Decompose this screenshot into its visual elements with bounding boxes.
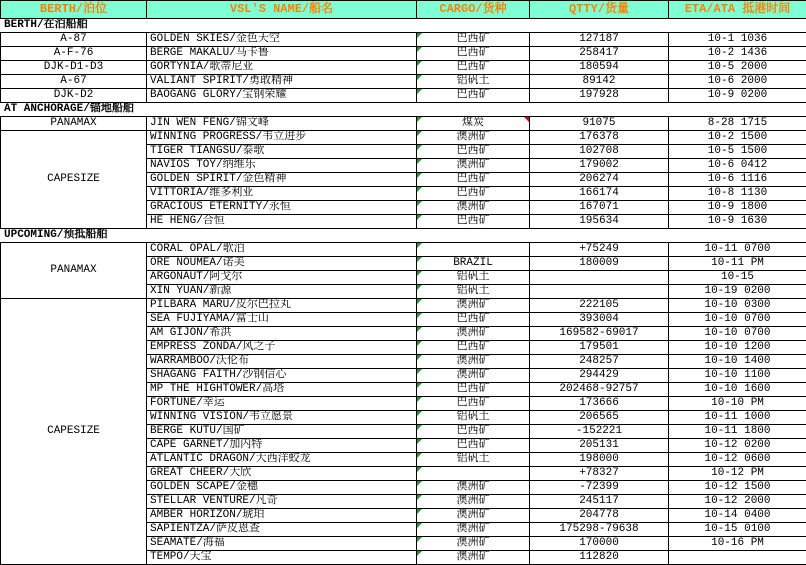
cargo-cell[interactable] [417,467,530,481]
header-eta: ETA/ATA 抵港时间 [669,1,806,19]
cargo-cell[interactable]: 铝矾土 [417,453,530,467]
quantity-cell[interactable]: 112820 [530,551,669,565]
eta-cell[interactable]: 10-12 1500 [669,481,806,495]
cargo-cell[interactable]: 澳洲矿 [417,495,530,509]
vessel-name-cell[interactable]: SHAGANG FAITH/沙钢信心 [147,369,417,383]
cargo-cell[interactable]: 澳洲矿 [417,131,530,145]
eta-cell[interactable]: 10-15 0100 [669,523,806,537]
vessel-name-cell[interactable]: GORTYNIA/歌蒂尼亚 [147,61,417,75]
quantity-cell[interactable]: 102708 [530,145,669,159]
table-row [1,47,806,61]
cargo-cell[interactable]: 巴西矿 [417,47,530,61]
eta-cell[interactable]: 10-15 [669,271,806,285]
eta-cell[interactable]: 10-10 1400 [669,355,806,369]
vessel-name-cell[interactable]: ORE NOUMEA/诺美 [147,257,417,271]
header-vessel-name: VSL'S NAME/船名 [147,1,417,19]
eta-cell[interactable]: 10-10 0700 [669,313,806,327]
header-quantity: QTTY/货量 [530,1,669,19]
quantity-cell[interactable]: 202468-92757 [530,383,669,397]
cargo-cell[interactable]: 铝矾土 [417,411,530,425]
quantity-cell[interactable]: 222105 [530,299,669,313]
cargo-cell[interactable]: 澳洲矿 [417,509,530,523]
eta-cell[interactable]: 10-6 0412 [669,159,806,173]
eta-cell[interactable]: 10-10 0700 [669,327,806,341]
vessel-name-cell[interactable]: GRACIOUS ETERNITY/永恒 [147,201,417,215]
quantity-cell[interactable]: 166174 [530,187,669,201]
cargo-cell[interactable]: 巴西矿 [417,313,530,327]
header-cargo: CARGO/货种 [417,1,530,19]
vessel-name-cell[interactable]: BERGE KUTU/国矿 [147,425,417,439]
table-row [1,299,806,313]
table-row [1,131,806,145]
vessel-name-cell[interactable]: JIN WEN FENG/锦文峰 [147,117,417,131]
quantity-cell[interactable]: -152221 [530,425,669,439]
quantity-cell[interactable]: 206274 [530,173,669,187]
eta-cell[interactable]: 10-6 1116 [669,173,806,187]
quantity-cell[interactable]: 206565 [530,411,669,425]
quantity-cell[interactable]: 127187 [530,33,669,47]
quantity-cell[interactable]: 180009 [530,257,669,271]
cargo-cell[interactable]: 铝矾土 [417,285,530,299]
vessel-name-cell[interactable]: WINNING VISION/韦立愿景 [147,411,417,425]
eta-cell[interactable]: 10-11 1000 [669,411,806,425]
eta-cell[interactable]: 10-9 1800 [669,201,806,215]
vessel-name-cell[interactable]: STELLAR VENTURE/凡奇 [147,495,417,509]
cargo-cell[interactable]: 澳洲矿 [417,523,530,537]
quantity-cell[interactable]: 248257 [530,355,669,369]
quantity-cell[interactable]: +75249 [530,243,669,257]
cargo-cell[interactable]: BRAZIL [417,257,530,271]
section-berth [1,19,806,33]
vessel-name-cell[interactable]: SEA FUJIYAMA/富士山 [147,313,417,327]
vessel-name-cell[interactable]: GOLDEN SPIRIT/金色精神 [147,173,417,187]
berth-cell[interactable]: A-F-76 [1,47,147,61]
quantity-cell[interactable]: 173666 [530,397,669,411]
eta-cell[interactable] [669,551,806,565]
eta-cell[interactable]: 10-10 1600 [669,383,806,397]
cargo-cell[interactable] [417,243,530,257]
cargo-cell[interactable]: 巴西矿 [417,425,530,439]
cargo-cell[interactable]: 巴西矿 [417,439,530,453]
cargo-cell[interactable]: 澳洲矿 [417,355,530,369]
cargo-cell[interactable]: 巴西矿 [417,61,530,75]
quantity-cell[interactable]: +78327 [530,467,669,481]
eta-cell[interactable]: 10-2 1500 [669,131,806,145]
group-panamax: PANAMAX [1,117,147,131]
vessel-name-cell[interactable]: TEMPO/天宝 [147,551,417,565]
eta-cell[interactable]: 10-2 1436 [669,47,806,61]
vessel-name-cell[interactable]: AM GIJON/希洪 [147,327,417,341]
eta-cell[interactable]: 10-11 0700 [669,243,806,257]
group-capesize: CAPESIZE [1,299,147,565]
cargo-cell[interactable]: 澳洲矿 [417,159,530,173]
quantity-cell[interactable]: 169582-69017 [530,327,669,341]
quantity-cell[interactable]: 179501 [530,341,669,355]
quantity-cell[interactable]: 176378 [530,131,669,145]
eta-cell[interactable]: 10-14 0400 [669,509,806,523]
vessel-name-cell[interactable]: HE HENG/合恒 [147,215,417,229]
cargo-cell[interactable]: 巴西矿 [417,383,530,397]
vessel-name-cell[interactable]: BERGE MAKALU/马卡鲁 [147,47,417,61]
eta-cell[interactable]: 10-10 1200 [669,341,806,355]
cargo-cell[interactable]: 巴西矿 [417,187,530,201]
group-capesize: CAPESIZE [1,131,147,229]
quantity-cell[interactable]: 393004 [530,313,669,327]
eta-cell[interactable]: 8-28 1715 [669,117,806,131]
vessel-name-cell[interactable]: EMPRESS ZONDA/风之子 [147,341,417,355]
vessel-name-cell[interactable]: VITTORIA/维多利亚 [147,187,417,201]
quantity-cell[interactable]: 294429 [530,369,669,383]
eta-cell[interactable]: 10-10 PM [669,397,806,411]
vessel-name-cell[interactable]: CORAL OPAL/歌泊 [147,243,417,257]
cargo-cell[interactable]: 澳洲矿 [417,327,530,341]
quantity-cell[interactable]: -72399 [530,481,669,495]
vessel-name-cell[interactable]: GREAT CHEER/大欣 [147,467,417,481]
section-upcoming-title: UPCOMING/预抵船舶 [1,229,806,243]
vessel-name-cell[interactable]: NAVIOS TOY/纳维乐 [147,159,417,173]
eta-cell[interactable]: 10-1 1036 [669,33,806,47]
vessel-name-cell[interactable]: AMBER HORIZON/琥珀 [147,509,417,523]
vessel-name-cell[interactable]: BAOGANG GLORY/宝钢荣耀 [147,89,417,103]
table-row [1,117,806,131]
cargo-cell[interactable]: 澳洲矿 [417,369,530,383]
vessel-name-cell[interactable]: ARGONAUT/阿戈尔 [147,271,417,285]
quantity-cell[interactable]: 89142 [530,75,669,89]
eta-cell[interactable]: 10-9 0200 [669,89,806,103]
vessel-name-cell[interactable]: WARRAMBOO/沃伦布 [147,355,417,369]
table-row [1,89,806,103]
cargo-cell[interactable]: 澳洲矿 [417,481,530,495]
eta-cell[interactable]: 10-5 2000 [669,61,806,75]
cargo-cell[interactable]: 铝矾土 [417,271,530,285]
cargo-cell[interactable]: 巴西矿 [417,33,530,47]
vessel-name-cell[interactable]: XIN YUAN/新源 [147,285,417,299]
vessel-name-cell[interactable]: GOLDEN SKIES/金色天空 [147,33,417,47]
cargo-cell[interactable]: 煤炭 [417,117,530,131]
quantity-cell[interactable]: 180594 [530,61,669,75]
vessel-name-cell[interactable]: PILBARA MARU/皮尔巴拉丸 [147,299,417,313]
berth-cell[interactable]: DJK-D2 [1,89,147,103]
section-upcoming [1,229,806,243]
vessel-name-cell[interactable]: SAPIENTZA/萨皮恩查 [147,523,417,537]
eta-cell[interactable]: 10-12 0600 [669,453,806,467]
quantity-cell[interactable]: 258417 [530,47,669,61]
vessel-name-cell[interactable]: WINNING PROGRESS/韦立进步 [147,131,417,145]
vessel-name-cell[interactable]: ATLANTIC DRAGON/大西洋蛟龙 [147,453,417,467]
table-row [1,243,806,257]
table-row [1,75,806,89]
table-row [1,33,806,47]
quantity-cell[interactable] [530,271,669,285]
cargo-cell[interactable]: 巴西矿 [417,397,530,411]
vessel-name-cell[interactable]: TIGER TIANGSU/泰歌 [147,145,417,159]
cargo-cell[interactable]: 巴西矿 [417,145,530,159]
quantity-cell[interactable]: 205131 [530,439,669,453]
eta-cell[interactable]: 10-11 PM [669,257,806,271]
quantity-cell[interactable]: 167071 [530,201,669,215]
cargo-cell[interactable]: 澳洲矿 [417,551,530,565]
quantity-cell[interactable] [530,285,669,299]
quantity-cell[interactable]: 245117 [530,495,669,509]
quantity-cell[interactable]: 197928 [530,89,669,103]
vessel-name-cell[interactable]: CAPE GARNET/加内特 [147,439,417,453]
cargo-cell[interactable]: 巴西矿 [417,89,530,103]
eta-cell[interactable]: 10-19 0200 [669,285,806,299]
quantity-cell[interactable]: 195634 [530,215,669,229]
berth-cell[interactable]: DJK-D1-D3 [1,61,147,75]
vessel-name-cell[interactable]: FORTUNE/幸运 [147,397,417,411]
eta-cell[interactable]: 10-6 2000 [669,75,806,89]
header-berth: BERTH/泊位 [1,1,147,19]
cargo-cell[interactable]: 澳洲矿 [417,537,530,551]
quantity-cell[interactable]: 175298-79638 [530,523,669,537]
eta-cell[interactable]: 10-5 1500 [669,145,806,159]
eta-cell[interactable]: 10-10 0300 [669,299,806,313]
quantity-cell[interactable]: 170000 [530,537,669,551]
vessel-name-cell[interactable]: GOLDEN SCAPE/金穗 [147,481,417,495]
vessel-name-cell[interactable]: VALIANT SPIRIT/勇敢精神 [147,75,417,89]
quantity-cell[interactable]: 198000 [530,453,669,467]
cargo-cell[interactable]: 铝矾土 [417,75,530,89]
eta-cell[interactable]: 10-12 PM [669,467,806,481]
quantity-cell[interactable]: 179002 [530,159,669,173]
eta-cell[interactable]: 10-16 PM [669,537,806,551]
table-row [1,61,806,75]
cargo-cell[interactable]: 巴西矿 [417,215,530,229]
section-berth-title: BERTH/在泊船舶 [1,19,806,33]
cargo-cell[interactable]: 澳洲矿 [417,201,530,215]
section-anchorage [1,103,806,117]
eta-cell[interactable]: 10-12 2000 [669,495,806,509]
quantity-cell[interactable]: 91075 [530,117,669,131]
cargo-cell[interactable]: 巴西矿 [417,341,530,355]
berth-cell[interactable]: A-67 [1,75,147,89]
group-panamax: PANAMAX [1,243,147,299]
eta-cell[interactable]: 10-10 1100 [669,369,806,383]
cargo-cell[interactable]: 澳洲矿 [417,299,530,313]
eta-cell[interactable]: 10-12 0200 [669,439,806,453]
eta-cell[interactable]: 10-11 1800 [669,425,806,439]
vessel-name-cell[interactable]: SEAMATE/海福 [147,537,417,551]
eta-cell[interactable]: 10-8 1130 [669,187,806,201]
cargo-cell[interactable]: 巴西矿 [417,173,530,187]
quantity-cell[interactable]: 204778 [530,509,669,523]
vessel-name-cell[interactable]: MP THE HIGHTOWER/高塔 [147,383,417,397]
header-row [1,1,806,19]
berth-cell[interactable]: A-87 [1,33,147,47]
section-anchorage-title: AT ANCHORAGE/锚地船舶 [1,103,806,117]
eta-cell[interactable]: 10-9 1630 [669,215,806,229]
